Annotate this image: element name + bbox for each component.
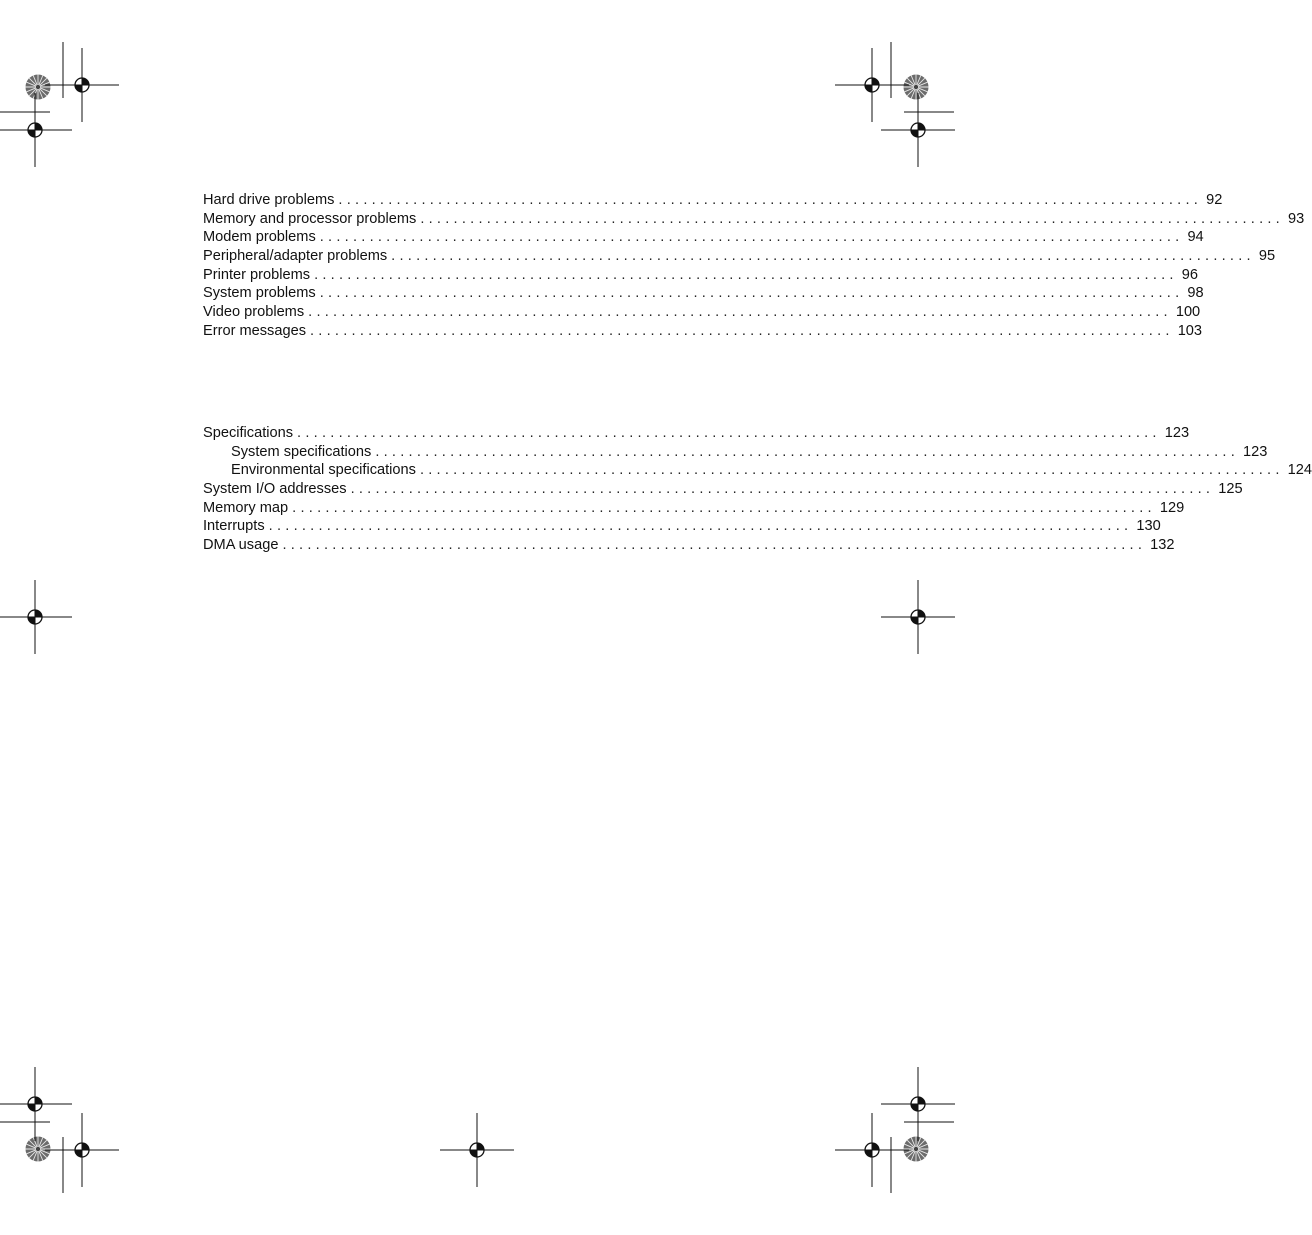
toc-entry-page: 92: [1206, 192, 1223, 208]
toc-entry-page: 96: [1181, 266, 1198, 283]
toc-entry-page: 94: [1187, 229, 1204, 246]
toc-entry[interactable]: [203, 228, 1204, 247]
toc-entry[interactable]: [203, 284, 1204, 303]
toc-subentry[interactable]: [203, 443, 1268, 462]
registration-mark: [835, 1113, 909, 1187]
toc-entry[interactable]: [203, 322, 1203, 341]
toc-entry-page: 125: [1218, 481, 1243, 498]
dot-leader: ........................................................................................................: [319, 285, 1184, 302]
toc-entry-page: 98: [1187, 285, 1204, 302]
registration-mark: [881, 580, 955, 654]
toc-entry-label: System I/O addresses: [203, 481, 347, 498]
dot-leader: ........................................................................................................: [292, 499, 1156, 516]
registration-mark: [440, 1113, 514, 1187]
toc-entry-page: 129: [1159, 499, 1185, 516]
toc-entry-label: Specifications: [203, 425, 294, 441]
toc-entry-label: DMA usage: [203, 537, 279, 554]
toc-entry[interactable]: [203, 480, 1243, 499]
toc-entry[interactable]: [203, 499, 1185, 518]
dot-leader: ........................................................................................................: [319, 229, 1184, 246]
toc-entry-label: Environmental specifications: [231, 462, 416, 479]
toc-entry-label: Memory map: [203, 499, 289, 516]
toc-entry[interactable]: [203, 424, 1190, 443]
dot-leader: ........................................................................................................: [350, 481, 1215, 498]
toc-entry[interactable]: [203, 247, 1276, 266]
toc-entry-label: Hard drive problems: [203, 192, 335, 208]
registration-mark: [0, 580, 72, 654]
toc-entry-page: 103: [1177, 322, 1203, 339]
dot-leader: ........................................................................................................: [282, 537, 1147, 554]
registration-mark: [881, 1067, 955, 1141]
toc-entry[interactable]: [203, 517, 1161, 536]
dot-leader: ........................................................................................................: [420, 210, 1284, 227]
toc-entry[interactable]: [203, 536, 1175, 555]
registration-mark: [835, 48, 909, 122]
toc-entry-label: Printer problems: [203, 266, 311, 283]
dot-leader: ........................................................................................................: [297, 425, 1161, 441]
toc-entry-label: Interrupts: [203, 518, 265, 535]
registration-mark: [45, 48, 119, 122]
toc-entry-label: Error messages: [203, 322, 306, 339]
starburst-mark-bottom-right: [904, 1137, 929, 1162]
dot-leader: ........................................................................................................: [391, 248, 1255, 265]
toc-entry-page: 132: [1150, 537, 1175, 554]
toc-entry-label: Video problems: [203, 304, 305, 321]
dot-leader: ........................................................................................................: [308, 304, 1172, 321]
registration-mark: [45, 1113, 119, 1187]
registration-mark: [881, 93, 955, 167]
toc-entry-page: 123: [1164, 425, 1190, 441]
toc-section-troubleshooting: [203, 191, 1305, 341]
toc-entry-page: 130: [1136, 518, 1161, 535]
toc-entry[interactable]: [203, 266, 1198, 285]
toc-entry-label: Modem problems: [203, 229, 316, 246]
dot-leader: ........................................................................................................: [314, 266, 1178, 283]
toc-entry-label: System problems: [203, 285, 316, 302]
dot-leader: ........................................................................................................: [375, 443, 1240, 460]
dot-leader: ........................................................................................................: [268, 518, 1133, 535]
starburst-mark-top-right: [904, 75, 929, 100]
toc-section-technical-information: [203, 424, 1312, 555]
toc-subentry[interactable]: [203, 461, 1312, 480]
toc-entry-label: Peripheral/adapter problems: [203, 248, 388, 265]
registration-mark: [0, 93, 72, 167]
toc-entry-page: 95: [1258, 248, 1276, 265]
dot-leader: ........................................................................................................: [419, 462, 1284, 479]
toc-entry-page: 124: [1287, 462, 1312, 479]
starburst-mark-bottom-left: [26, 1137, 51, 1162]
dot-leader: ........................................................................................................: [310, 322, 1174, 339]
toc-entry[interactable]: [203, 210, 1305, 229]
registration-mark: [0, 1067, 72, 1141]
dot-leader: ........................................................................................................: [338, 192, 1203, 208]
toc-entry[interactable]: [203, 303, 1201, 322]
toc-entry-label: Memory and processor problems: [203, 210, 417, 227]
toc-entry[interactable]: [203, 191, 1223, 210]
toc-entry-page: 93: [1288, 210, 1305, 227]
toc-entry-page: 100: [1175, 304, 1201, 321]
toc-entry-label: System specifications: [231, 443, 372, 460]
toc-entry-page: 123: [1243, 443, 1268, 460]
starburst-mark-top-left: [26, 75, 51, 100]
